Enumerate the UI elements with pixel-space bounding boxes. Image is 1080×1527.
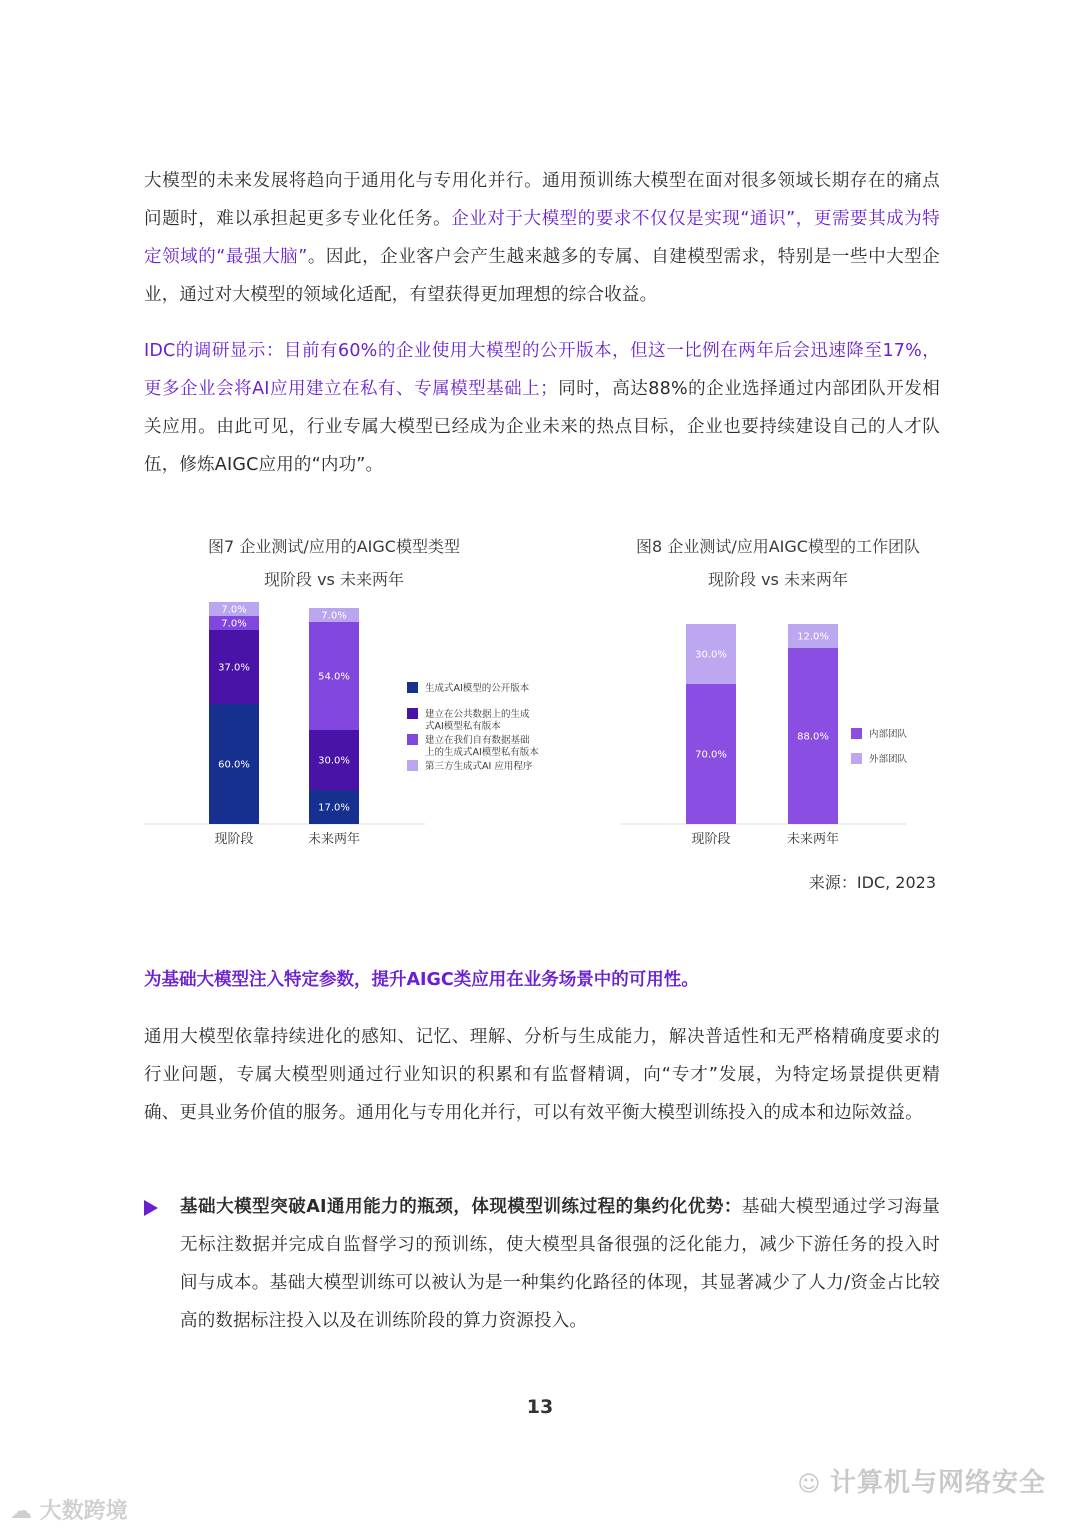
- body-paragraph: 通用大模型依靠持续进化的感知、记忆、理解、分析与生成能力，解决普适性和无严格精确度要求的行业问题，专属大模型则通过行业知识的积累和有监督精调，向“专才”发展，为特定场景提供更精确、更具业务价值的服务。通用化与专用化并行，可以有效平衡大模型训练投入的成本和边际效益。: [144, 1027, 940, 1123]
- intro-text-2: 。因此，企业客户会产生越来越多的专属、自建模型需求，特别是一些中大型企业，通过对大模型的领域化适配，有望获得更加理想的综合收益。: [144, 247, 940, 305]
- legend-label: 式AI模型私有版本: [425, 721, 501, 732]
- legend-swatch: [407, 708, 418, 719]
- data-label: 7.0%: [221, 618, 247, 630]
- legend-swatch: [407, 734, 418, 745]
- figure8-chart: [616, 612, 946, 862]
- legend-label: 建立在公共数据上的生成: [425, 709, 530, 720]
- figure8-title: [596, 530, 960, 596]
- data-label: 30.0%: [318, 755, 350, 767]
- watermark-right-text: 计算机与网络安全: [829, 1468, 1046, 1498]
- data-label: 54.0%: [318, 671, 350, 683]
- data-label: 60.0%: [218, 759, 250, 771]
- x-tick-label: 未来两年: [786, 832, 840, 847]
- legend-label: 建立在我们自有数据基础: [425, 735, 530, 746]
- figure7-chart: [140, 604, 580, 862]
- intro-highlight: 企业对于大模型的要求不仅仅是实现“通识”，更需要其成为特定领域的“最强大脑”: [144, 209, 941, 267]
- legend-label: 上的生成式AI模型私有版本: [425, 747, 539, 758]
- idc-paragraph: [144, 332, 940, 484]
- data-label: 70.0%: [695, 749, 727, 761]
- x-tick-label: 现阶段: [214, 832, 254, 847]
- watermark-right: [797, 1462, 1046, 1499]
- bullet-paragraph: [180, 1188, 940, 1340]
- watermark-left: [10, 1494, 128, 1525]
- intro-paragraph: [144, 162, 940, 314]
- legend-swatch: [851, 728, 862, 739]
- data-label: 37.0%: [218, 662, 250, 674]
- x-tick-label: 未来两年: [307, 832, 361, 847]
- data-label: 88.0%: [797, 731, 829, 743]
- data-label: 7.0%: [321, 610, 347, 622]
- legend-label: 第三方生成式AI 应用程序: [425, 761, 533, 772]
- legend-label: 生成式AI模型的公开版本: [425, 683, 530, 694]
- legend-label: 外部团队: [869, 754, 908, 765]
- figure7-title-line1: 图7 企业测试/应用的AIGC模型类型: [208, 537, 460, 556]
- idc-highlight: IDC的调研显示：目前有60%的企业使用大模型的公开版本，但这一比例在两年后会迅速降至17%，更多企业会将AI应用建立在私有、专属模型基础上；: [144, 341, 940, 399]
- idc-text: 同时，高达88%的企业选择通过内部团队开发相关应用。由此可见，行业专属大模型已经成为企业未来的热点目标，企业也要持续建设自己的人才队伍，修炼AIGC应用的“内功”。: [144, 379, 941, 475]
- x-tick-label: 现阶段: [691, 832, 731, 847]
- page-number: 13: [526, 1396, 554, 1418]
- figure8-title-line1: 图8 企业测试/应用AIGC模型的工作团队: [636, 537, 920, 556]
- cloud-logo-icon: ☁: [10, 1499, 40, 1524]
- legend-label: 内部团队: [869, 729, 908, 740]
- bullet-bold-lead: 基础大模型突破AI通用能力的瓶颈，体现模型训练过程的集约化优势：: [180, 1197, 742, 1217]
- legend-swatch: [851, 753, 862, 764]
- watermark-left-text: 大数跨境: [39, 1499, 128, 1524]
- figure7-title-line2: 现阶段 vs 未来两年: [264, 570, 404, 589]
- legend-swatch: [407, 682, 418, 693]
- intro-text-1: 大模型的未来发展将趋向于通用化与专用化并行。通用预训练大模型在面对很多领域长期存在的痛点问题时，难以承担起更多专业化任务。: [144, 171, 940, 229]
- source-note: 来源：IDC, 2023: [808, 873, 936, 892]
- legend-swatch: [407, 760, 418, 771]
- data-label: 17.0%: [318, 802, 350, 814]
- figure7-title: [144, 530, 524, 596]
- section-heading: 为基础大模型注入特定参数，提升AIGC类应用在业务场景中的可用性。: [144, 970, 699, 990]
- bullet-text: 基础大模型通过学习海量无标注数据并完成自监督学习的预训练，使大模型具备很强的泛化能力，减少下游任务的投入时间与成本。基础大模型训练可以被认为是一种集约化路径的体现，其显著减少了人力/资金占比较高的数据标注投入以及在训练阶段的算力资源投入。: [180, 1197, 940, 1331]
- data-label: 30.0%: [695, 649, 727, 661]
- data-label: 7.0%: [221, 604, 247, 616]
- wechat-icon: ☺: [797, 1472, 830, 1497]
- figure8-title-line2: 现阶段 vs 未来两年: [708, 570, 848, 589]
- bullet-triangle-icon: [144, 1200, 158, 1216]
- data-label: 12.0%: [797, 631, 829, 643]
